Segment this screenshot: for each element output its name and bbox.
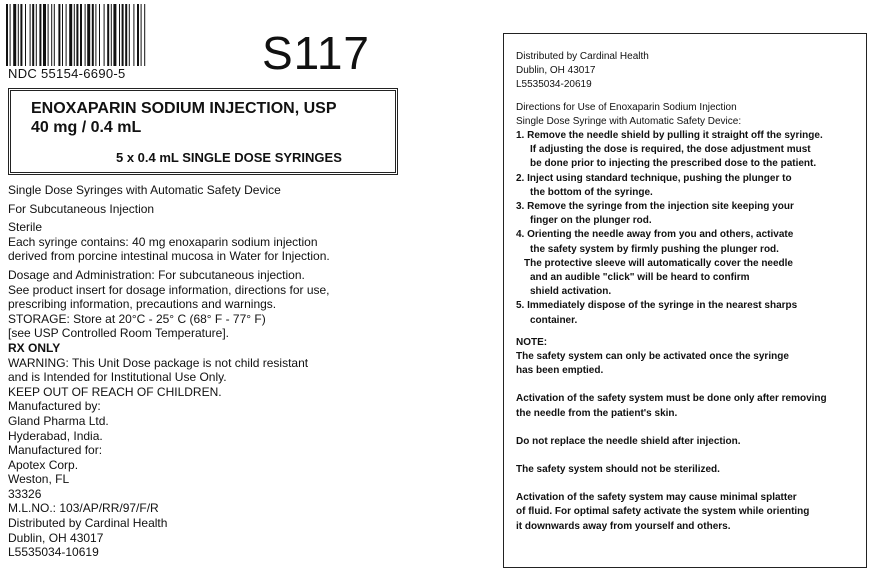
label-line: L5535034-10619 bbox=[8, 545, 99, 560]
distributor-line: Distributed by Cardinal Health bbox=[516, 51, 649, 62]
label-line: WARNING: This Unit Dose package is not child resistant bbox=[8, 355, 309, 370]
label-line: Single Dose Syringes with Automatic Safety Device bbox=[8, 183, 281, 197]
product-strength: 40 mg / 0.4 mL bbox=[31, 119, 142, 136]
label-line: Weston, FL bbox=[8, 472, 70, 487]
splatter-line: it downwards away from yourself and others. bbox=[516, 520, 731, 532]
splatter-line: Activation of the safety system may cause minimal splatter bbox=[516, 492, 797, 504]
distributor-line: L5535034-20619 bbox=[516, 79, 592, 91]
label-line: Manufactured by: bbox=[8, 399, 101, 414]
outer-label-panel bbox=[0, 0, 420, 585]
step-line: 2. Inject using standard technique, pushing the plunger to bbox=[516, 172, 792, 184]
step-line: finger on the plunger rod. bbox=[530, 215, 652, 227]
label-line: [see USP Controlled Room Temperature]. bbox=[8, 326, 229, 341]
label-text bbox=[8, 183, 418, 560]
step-line: the safety system by firmly pushing the plunger rod. bbox=[530, 243, 779, 255]
step-line: container. bbox=[530, 314, 578, 326]
step-line: If adjusting the dose is required, the dose adjustment must bbox=[530, 144, 811, 156]
label-line: Gland Pharma Ltd. bbox=[8, 413, 109, 428]
step-line: 3. Remove the syringe from the injection site keeping your bbox=[516, 201, 794, 213]
activation-line: the needle from the patient's skin. bbox=[516, 407, 678, 419]
step-line: and an audible "click" will be heard to confirm bbox=[530, 272, 750, 284]
label-line: Each syringe contains: 40 mg enoxaparin sodium injection bbox=[8, 234, 318, 249]
product-code: S117 bbox=[262, 27, 371, 79]
label-line: Dublin, OH 43017 bbox=[8, 530, 104, 545]
ndc-number: NDC 55154-6690-5 bbox=[8, 66, 126, 81]
label-line: M.L.NO.: 103/AP/RR/97/F/R bbox=[8, 501, 159, 516]
distributor-line: Dublin, OH 43017 bbox=[516, 65, 596, 77]
note-line: The safety system can only be activated once the syringe bbox=[516, 351, 789, 363]
label-line: prescribing information, precautions and warnings. bbox=[8, 297, 277, 312]
label-line: STORAGE: Store at 20°C - 25° C (68° F - 77° F) bbox=[8, 311, 266, 326]
sterilize-warning: The safety system should not be sterilized. bbox=[516, 464, 720, 476]
step-line: shield activation. bbox=[530, 286, 612, 298]
note-label: NOTE: bbox=[516, 336, 548, 348]
label-line: Manufactured for: bbox=[8, 443, 103, 458]
label-line: For Subcutaneous Injection bbox=[8, 201, 155, 216]
label-line: Apotex Corp. bbox=[8, 457, 79, 472]
step-line: 5. Immediately dispose of the syringe in the nearest sharps bbox=[516, 300, 798, 312]
directions-panel bbox=[503, 33, 867, 568]
label-line: Hyderabad, India. bbox=[8, 428, 103, 443]
label-line: derived from porcine intestinal mucosa in Water for Injection. bbox=[8, 249, 330, 264]
directions-title: Directions for Use of Enoxaparin Sodium Injection bbox=[516, 101, 737, 113]
label-line: 33326 bbox=[8, 486, 42, 501]
label-line: Distributed by Cardinal Health bbox=[8, 516, 168, 531]
step-line: the bottom of the syringe. bbox=[530, 186, 653, 198]
shield-warning: Do not replace the needle shield after injection. bbox=[516, 435, 741, 447]
note-line: has been emptied. bbox=[516, 365, 604, 377]
product-title-box bbox=[8, 88, 398, 175]
product-name: ENOXAPARIN SODIUM INJECTION, USP bbox=[31, 100, 337, 117]
activation-line: Activation of the safety system must be done only after removing bbox=[516, 393, 827, 405]
step-line: be done prior to injecting the prescribed dose to the patient. bbox=[530, 158, 817, 170]
rx-only: RX ONLY bbox=[8, 340, 61, 355]
step-line: 1. Remove the needle shield by pulling it straight off the syringe. bbox=[516, 130, 823, 142]
step-line: The protective sleeve will automatically cover the needle bbox=[524, 257, 793, 269]
label-line: KEEP OUT OF REACH OF CHILDREN. bbox=[8, 384, 222, 399]
step-line: 4. Orienting the needle away from you and others, activate bbox=[516, 229, 794, 241]
barcode-icon bbox=[6, 4, 190, 66]
label-line: Sterile bbox=[8, 220, 43, 235]
label-line: See product insert for dosage information, directions for use, bbox=[8, 282, 330, 297]
package-count: 5 x 0.4 mL SINGLE DOSE SYRINGES bbox=[116, 150, 342, 165]
directions-subtitle: Single Dose Syringe with Automatic Safety Device: bbox=[516, 115, 742, 127]
splatter-line: of fluid. For optimal safety activate the system while orienting bbox=[516, 506, 810, 518]
label-line: and is Intended for Institutional Use Only. bbox=[8, 370, 227, 385]
label-line: Dosage and Administration: For subcutaneous injection. bbox=[8, 267, 305, 282]
